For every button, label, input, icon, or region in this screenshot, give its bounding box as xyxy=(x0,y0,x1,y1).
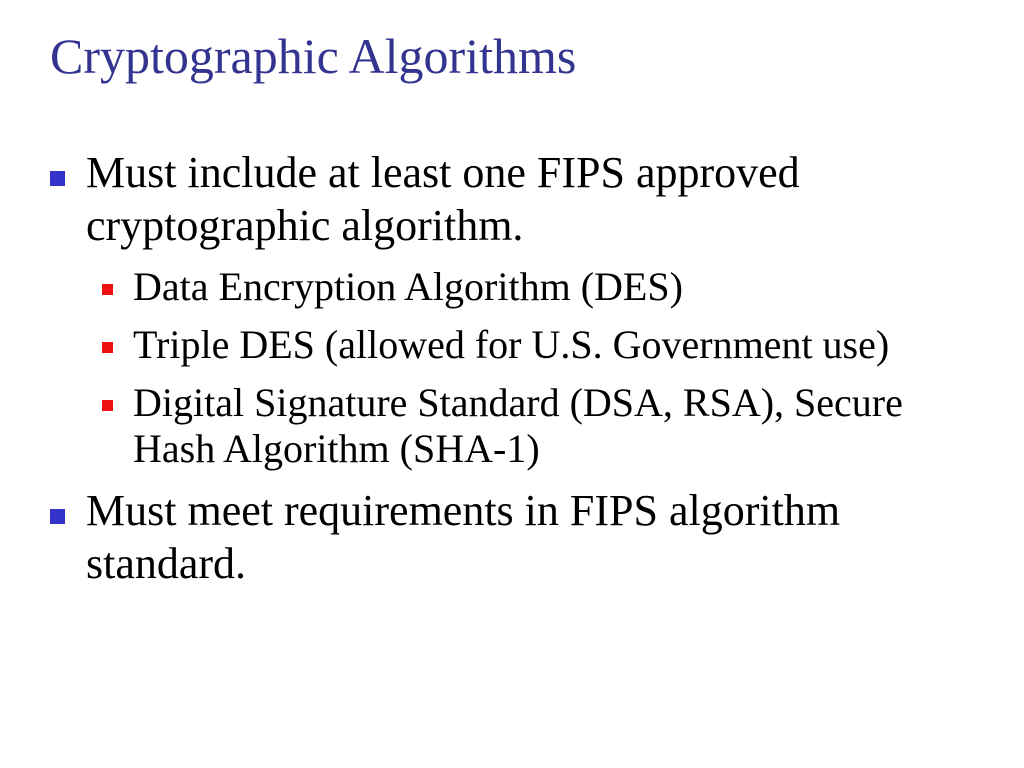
bullet-item-level1 xyxy=(50,484,1004,590)
bullet-item-level2 xyxy=(50,322,1004,368)
bullet-text-line: Digital Signature Standard (DSA, RSA), Secure xyxy=(133,380,903,425)
bullet-text-line: Triple DES (allowed for U.S. Government use) xyxy=(133,322,890,367)
bullet-text xyxy=(133,380,903,472)
square-bullet-icon xyxy=(102,284,113,295)
bullet-list xyxy=(50,146,1004,602)
bullet-text-line: Data Encryption Algorithm (DES) xyxy=(133,264,683,309)
square-bullet-icon xyxy=(102,342,113,353)
slide-title: Cryptographic Algorithms xyxy=(50,28,577,84)
square-bullet-icon xyxy=(50,509,65,524)
bullet-item-level1 xyxy=(50,146,1004,252)
bullet-text xyxy=(86,484,840,590)
bullet-item-level2 xyxy=(50,380,1004,472)
bullet-text-line: Must include at least one FIPS approved xyxy=(86,148,800,197)
bullet-text-line: cryptographic algorithm. xyxy=(86,201,524,250)
bullet-text-line: standard. xyxy=(86,539,247,588)
bullet-text xyxy=(86,146,800,252)
bullet-text-line: Must meet requirements in FIPS algorithm xyxy=(86,486,841,535)
bullet-text xyxy=(133,264,683,310)
bullet-text-line: Hash Algorithm (SHA-1) xyxy=(133,426,540,471)
bullet-item-level2 xyxy=(50,264,1004,310)
square-bullet-icon xyxy=(50,171,65,186)
bullet-text xyxy=(133,322,889,368)
square-bullet-icon xyxy=(102,400,113,411)
